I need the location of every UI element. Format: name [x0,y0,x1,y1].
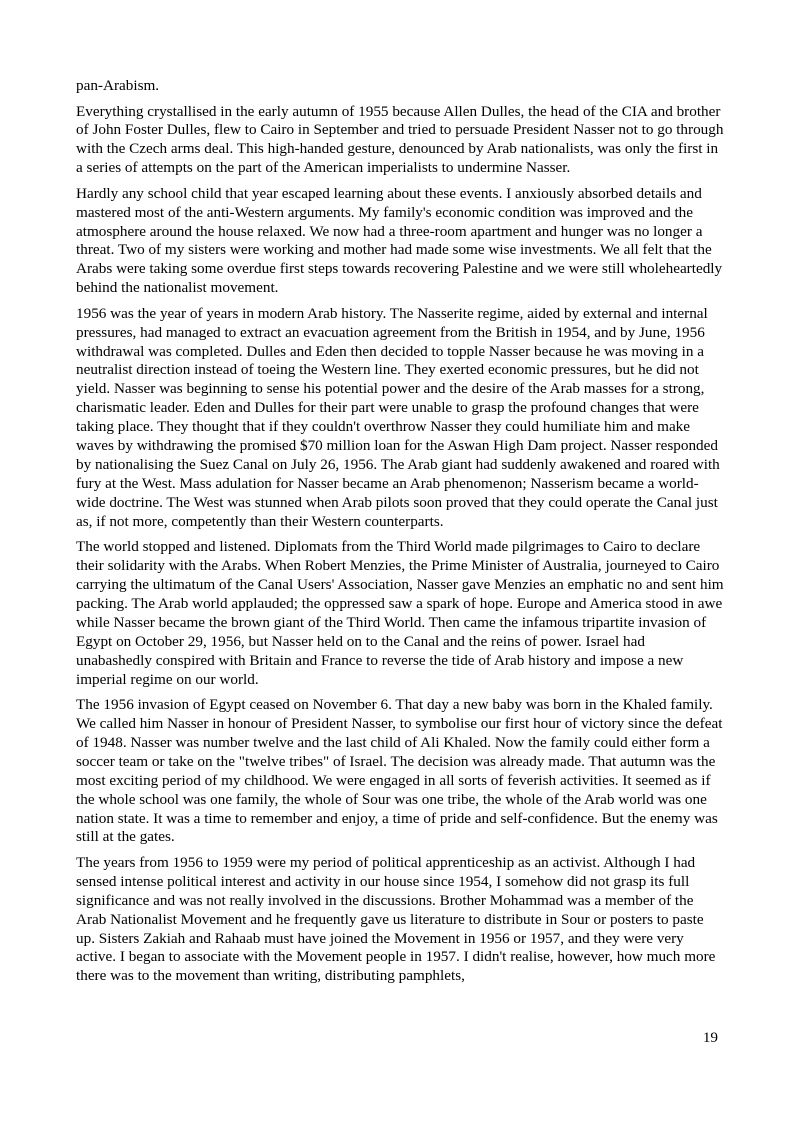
paragraph: Everything crystallised in the early autumn of 1955 because Allen Dulles, the head of the CIA and brother of John Foster Dulles, flew to Cairo in September and tried to persuade President Nasser not to go through with the Czech arms deal. This high-handed gesture, denounced by Arab nationalists, was only the first in a series of attempts on the part of the American imperialists to undermine Nasser. [76,102,724,177]
document-body [76,77,724,993]
paragraph: The world stopped and listened. Diplomats from the Third World made pilgrimages to Cairo to declare their solidarity with the Arabs. When Robert Menzies, the Prime Minister of Australia, journeyed to Cairo carrying the ultimatum of the Canal Users' Association, Nasser gave Menzies an emphatic no and sent him packing. The Arab world applauded; the oppressed saw a spark of hope. Europe and America stood in awe while Nasser became the brown giant of the Third World. Then came the infamous tripartite invasion of Egypt on October 29, 1956, but Nasser held on to the Canal and the reins of power. Israel had unabashedly conspired with Britain and France to reverse the tide of Arab history and impose a new imperial regime on our world. [76,538,724,688]
paragraph: 1956 was the year of years in modern Arab history. The Nasserite regime, aided by external and internal pressures, had managed to extract an evacuation agreement from the British in 1954, and by June, 1956 withdrawal was completed. Dulles and Eden then decided to topple Nasser because he was moving in a neutralist direction instead of toeing the Western line. They exerted economic pressures, but he did not yield. Nasser was beginning to sense his potential power and the desire of the Arab masses for a strong, charismatic leader. Eden and Dulles for their part were unable to grasp the profound changes that were taking place. They thought that if they couldn't overthrow Nasser they could humiliate him and make waves by withdrawing the promised $70 million loan for the Aswan High Dam project. Nasser responded by nationalising the Suez Canal on July 26, 1956. The Arab giant had suddenly awakened and roared with fury at the West. Mass adulation for Nasser became an Arab phenomenon; Nasserism became a world-wide doctrine. The West was stunned when Arab pilots soon proved that they could operate the Canal just as, if not more, competently than their Western counterparts. [76,304,720,530]
paragraph: The 1956 invasion of Egypt ceased on November 6. That day a new baby was born in the Khaled family. We called him Nasser in honour of President Nasser, to symbolise our first hour of victory since the defeat of 1948. Nasser was number twelve and the last child of Ali Khaled. Now the family could either form a soccer team or take on the "twelve tribes" of Israel. The decision was already made. That autumn was the most exciting period of my childhood. We were engaged in all sorts of feverish activities. It seemed as if the whole school was one family, the whole of Sour was one tribe, the whole of the Arab world was one nation state. It was a time to remember and enjoy, a time of pride and self-confidence. But the enemy was still at the gates. [76,696,723,846]
paragraph: pan-Arabism. [76,77,160,94]
paragraph: Hardly any school child that year escaped learning about these events. I anxiously absorbed details and mastered most of the anti-Western arguments. My family's economic condition was improved and the atmosphere around the house relaxed. We now had a three-room apartment and hunger was no longer a threat. Two of my sisters were working and mother had made some wise investments. We all felt that the Arabs were taking some overdue first steps towards recovering Palestine and we were still wholeheartedly behind the nationalist movement. [76,184,723,297]
paragraph: The years from 1956 to 1959 were my period of political apprenticeship as an activist. Although I had sensed intense political interest and activity in our house since 1954, I somehow did not grasp its full significance and was not really involved in the discussions. Brother Mohammad was a member of the Arab Nationalist Movement and he frequently gave us literature to distribute in Sour or posters to paste up. Sisters Zakiah and Rahaab must have joined the Movement in 1956 or 1957, and they were very active. I began to associate with the Movement people in 1957. I didn't realise, however, how much more there was to the movement than writing, distributing pamphlets, [76,853,716,985]
page-number: 19 [702,1029,718,1046]
